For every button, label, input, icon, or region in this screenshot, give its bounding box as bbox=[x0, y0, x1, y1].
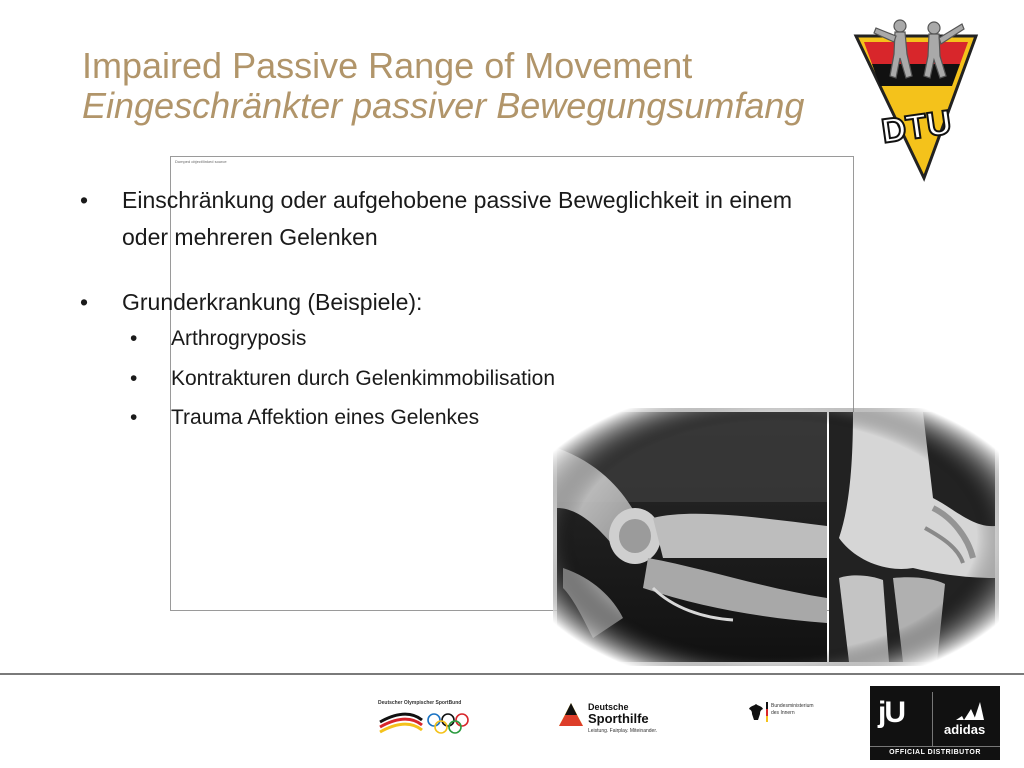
sub-bullet-marker: • bbox=[130, 327, 138, 350]
footer-divider bbox=[0, 673, 1024, 675]
sporthilfe-logo bbox=[558, 700, 668, 740]
sporthilfe-line1: Deutsche bbox=[588, 702, 629, 712]
sub-bullet-text: Arthrogryposis bbox=[171, 327, 307, 350]
bullet-marker: • bbox=[80, 289, 89, 315]
federal-eagle-icon bbox=[748, 702, 764, 722]
ju-adidas-divider bbox=[932, 692, 933, 746]
bmi-line1: Bundesministerium bbox=[771, 703, 814, 709]
dtu-stripe-red bbox=[864, 42, 968, 64]
sub-bullet-contractures bbox=[130, 362, 730, 396]
sub-bullet-marker: • bbox=[130, 406, 138, 429]
sporthilfe-line2: Sporthilfe bbox=[588, 711, 649, 726]
sporthilfe-tagline: Leistung. Fairplay. Miteinander. bbox=[588, 728, 658, 734]
bmi-flag bbox=[766, 702, 768, 722]
bullet-marker: • bbox=[80, 187, 89, 213]
bullet-underlying-condition bbox=[80, 284, 940, 321]
ju-adidas-rule bbox=[870, 746, 1000, 747]
sub-bullet-text: Trauma Affektion eines Gelenkes bbox=[171, 406, 480, 429]
sporthilfe-flame-icon bbox=[558, 702, 584, 728]
title-german: Eingeschränkter passiver Bewegungsumfang bbox=[82, 85, 805, 126]
dosb-logo bbox=[378, 700, 490, 740]
dtu-stripe-black bbox=[872, 64, 960, 86]
bullet-restriction-line1: Einschränkung oder aufgehobene passive Beweglichkeit in einem bbox=[122, 187, 792, 213]
ju-logo-text: jU bbox=[878, 696, 904, 729]
svg-text:DTU: DTU bbox=[879, 103, 954, 151]
title-english: Impaired Passive Range of Movement bbox=[82, 45, 693, 86]
adidas-stripes-icon bbox=[954, 700, 984, 720]
sub-bullet-arthrogryposis bbox=[130, 322, 730, 356]
bullet-restriction-line2: oder mehreren Gelenken bbox=[122, 224, 378, 250]
dosb-logo-text: Deutscher Olympischer SportBund bbox=[378, 700, 462, 706]
sub-bullet-text: Kontrakturen durch Gelenkimmobilisation bbox=[171, 367, 556, 390]
adidas-text: adidas bbox=[944, 722, 986, 737]
bmi-line2: des Innern bbox=[771, 710, 795, 716]
dtu-logo bbox=[850, 14, 982, 182]
bmi-logo bbox=[748, 702, 828, 726]
embedded-object-caption: Dumped object/linked source bbox=[175, 159, 227, 164]
elbow-xray-image bbox=[553, 408, 999, 666]
olympic-rings-icon bbox=[378, 708, 490, 738]
sub-bullet-marker: • bbox=[130, 367, 138, 390]
official-distributor-text: OFFICIAL DISTRIBUTOR bbox=[889, 749, 981, 756]
ju-adidas-logo bbox=[870, 686, 1000, 760]
bullet-underlying-condition-text: Grunderkrankung (Beispiele): bbox=[122, 289, 423, 315]
slide-title bbox=[82, 46, 842, 126]
bullet-restriction bbox=[80, 182, 940, 256]
